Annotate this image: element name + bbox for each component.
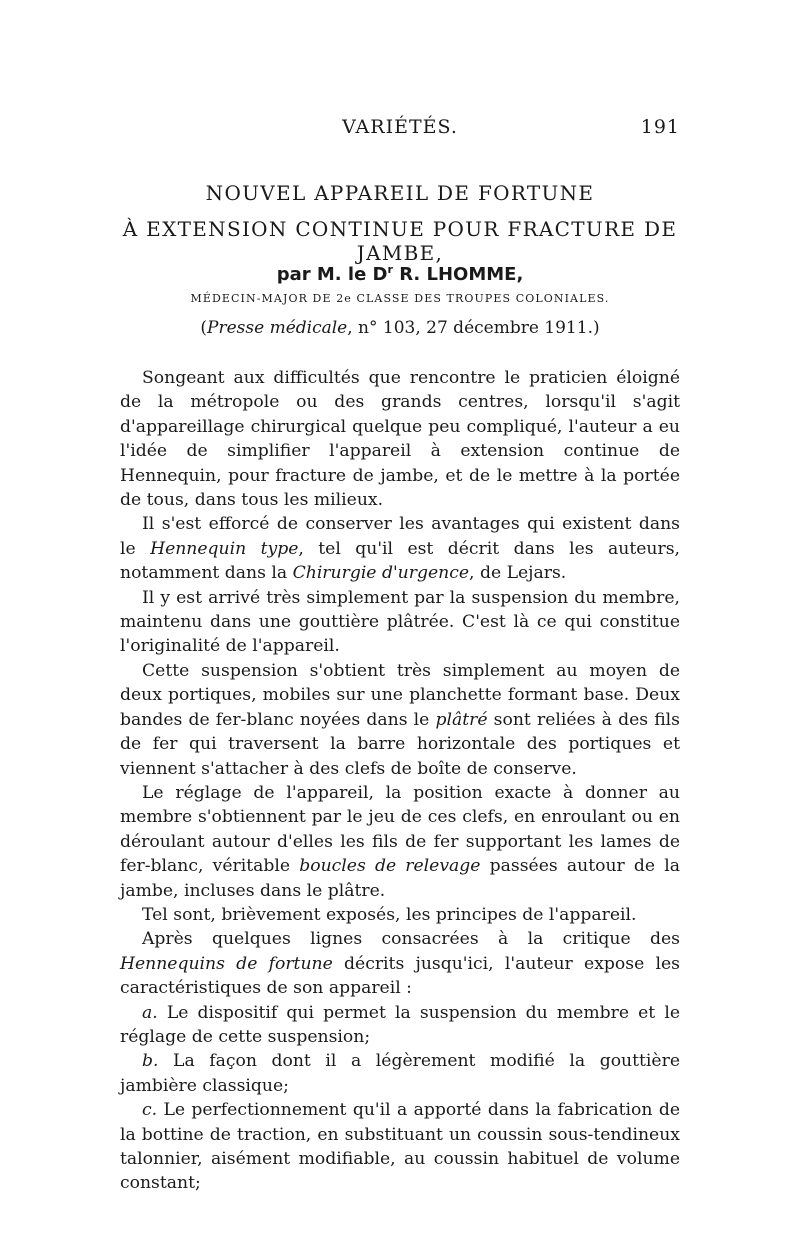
paragraph-2 [120,512,680,585]
list-item-a-label: a. [142,1002,158,1023]
paragraph-5 [120,781,680,903]
running-header [120,116,680,144]
list-item-b-label: b. [142,1051,159,1072]
p2-text-a: Il s'est efforcé de conserver les avantages qui existent dans le [120,514,680,559]
author-prefix: par M. le D [276,264,388,285]
paragraph-4 [120,659,680,781]
p2-italic-1: Hennequin type [150,538,299,559]
paragraph-6: Tel sont, brièvement exposés, les principes de l'appareil. [142,904,637,925]
paragraph-3: Il y est arrivé très simplement par la suspension du membre, maintenu dans une gouttière plâtrée. C'est là ce qui constitue l'originalité de l'appareil. [120,587,680,657]
author-affiliation: MÉDECIN-MAJOR DE 2e CLASSE DES TROUPES COLONIALES. [190,292,610,305]
p2-text-c: , de Lejars. [469,563,567,584]
author-prefix-sup: r [387,263,393,276]
p7-italic: Hennequins de fortune [120,953,333,974]
list-item-c-label: c. [142,1100,158,1121]
source-details: , n° 103, 27 décembre 1911.) [347,318,600,338]
p2-text-b: , tel qu'il est décrit dans les auteurs, notamment dans la [120,538,680,584]
source-open: ( [200,318,208,338]
p7-text-b: décrits jusqu'ici, l'auteur expose les caractéristiques de son appareil : [120,953,680,999]
article-title-line-2: À EXTENSION CONTINUE POUR FRACTURE DE JAMBE, [122,217,678,265]
p4-text-b: sont reliées à des fils de fer qui traversent la barre horizontale des portiques et viennent s'attacher à des clefs de boîte de conserve. [120,709,680,779]
list-item-c-text: Le perfectionnement qu'il a apporté dans la fabrication de la bottine de traction, en substituant un coussin sous-tendineux talonnier, aisément modifiable, au coussin habituel de volume constant; [120,1100,680,1194]
p5-text-a: Le réglage de l'appareil, la position exacte à donner au membre s'obtiennent par le jeu de ces clefs, en enroulant ou en déroulant autour d'elles les fils de fer supportant les lames de fer-blanc, véritable [120,782,680,877]
list-item-b-text: La façon dont il a légèrement modifié la gouttière jambière classique; [120,1051,680,1096]
article-body [120,366,680,1196]
article-title-line-1: NOUVEL APPAREIL DE FORTUNE [205,181,595,205]
p5-text-b: passées autour de la jambe, incluses dans le plâtre. [120,856,681,901]
p4-text-a: Cette suspension s'obtient très simplement au moyen de deux portiques, mobiles sur une planchette formant base. Deux bandes de fer-blanc noyées dans le [120,660,680,730]
author-name: R. LHOMME, [399,264,524,285]
list-item-b [120,1049,680,1098]
paragraph-1: Songeant aux difficultés que rencontre le praticien éloigné de la métropole ou des grands centres, lorsqu'il s'agit d'appareillage chirurgical quelque peu compliqué, l'auteur a eu l'idée de simplifier l'appareil à extension continue de Hennequin, pour fracture de jambe, et de le mettre à la portée de tous, dans tous les milieux. [120,368,680,511]
p7-text-a: Après quelques lignes consacrées à la critique des [142,929,680,950]
p2-italic-2: Chirurgie d'urgence [292,563,470,584]
running-title: VARIÉTÉS. [342,116,458,138]
source-journal: Presse médicale [207,318,348,338]
article-source [120,318,680,338]
p5-italic: boucles de relevage [299,856,481,877]
paragraph-7 [120,927,680,1000]
page-number: 191 [640,116,680,138]
list-item-c [120,1098,680,1196]
list-item-a [120,1001,680,1050]
article-author [120,263,680,285]
list-item-a-text: Le dispositif qui permet la suspension du membre et le réglage de cette suspension; [120,1002,680,1047]
p4-italic: plâtré [435,709,488,730]
